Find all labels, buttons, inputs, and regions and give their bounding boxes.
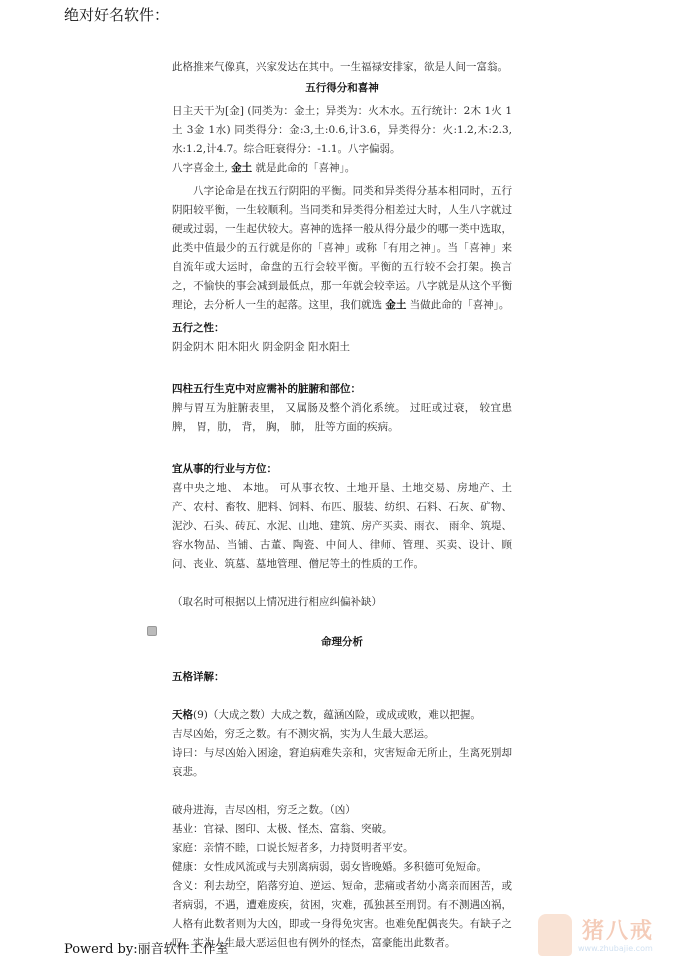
wuxing-nature-label: 五行之性： xyxy=(172,322,225,334)
organs-label: 四柱五行生克中对应需补的脏腑和部位： xyxy=(172,383,361,395)
document-body xyxy=(172,58,512,953)
tiange-label: 天格 xyxy=(172,709,193,721)
footer-credit: Powerd by:丽音软件工作室 xyxy=(64,942,229,957)
tiange-health: 健康：女性成风流或与夫别离病弱，弱女皆晚婚。多积德可免短命。 xyxy=(172,861,487,873)
tiange-meaning: 含义：利去劫空，陷落穷迫、逆运、短命，悲痛或者幼小离亲而困苦，或者病弱，不遇，遭难废疾，贫困，灾难，孤独甚至刑罚。有不测遇凶祸，人格有此数者则为大凶，即或一身得免灾害。也难免配偶丧失。有缺子之叹。实为人生最大恶运但也有例外的怪杰，富豪能出此数者。 xyxy=(172,880,512,949)
career-value: 喜中央之地、 本地。 可从事衣牧、土地开垦、土地交易、房地产、土产、农村、畜牧、肥料、饲料、布匹、服装、纺织、石料、石灰、矿物、泥沙、石头、砖瓦、水泥、山地、建筑、房产买卖、雨衣、 雨伞、筑堤、容水物品、当铺、古董、陶瓷、中间人、律师、管理、买卖、设计、顾问、丧业、筑墓、墓地管理、僧尼等土的性质的工作。 xyxy=(172,482,512,570)
wuxing-score-stats: 日主天干为[金] (同类为：金土；异类为：火木水。五行统计：2木 1火 1土 3金 1水) 同类得分：金:3,土:0.6,计3.6，异类得分：火:1.2,木:2.3,水:1.2,计4.7。综合旺衰得分：-1.1。八字偏弱。 xyxy=(172,105,512,155)
five-grid-label: 五格详解： xyxy=(172,671,225,683)
watermark-logo xyxy=(538,914,678,960)
tiange-foundation: 基业：官禄、图印、太极、怪杰、富翁、突破。 xyxy=(172,823,393,835)
career-label: 宜从事的行业与方位： xyxy=(172,463,277,475)
explanation-text: 八字论命是在找五行阴阳的平衡。同类和异类得分基本相同时，五行阴阳较平衡，一生较顺利。当同类和异类得分相差过大时，人生八字就过硬或过弱，一生起伏较大。喜神的选择一般从得分最少的哪一类中选取，此类中值最少的五行就是你的「喜神」或称「有用之神」。当「喜神」来自流年或大运时，命盘的五行会较平衡。平衡的五行较不会打架。换言之，不愉快的事会减到最低点，那一年就会较幸运。八字就是从这个平衡理论，去分析人一生的起落。这里，我们就选 xyxy=(172,185,512,311)
xishen-explanation xyxy=(172,182,512,315)
document-header-title: 绝对好名软件： xyxy=(64,6,170,24)
explanation-elements: 金土 xyxy=(385,299,407,311)
analysis-heading: 命理分析 xyxy=(321,636,363,648)
xishen-prefix: 八字喜金土, xyxy=(172,162,232,174)
anchor-icon xyxy=(147,626,157,636)
tiange-summary: 破舟进海，吉尽凶相，穷乏之数。（凶） xyxy=(172,804,356,816)
xishen-suffix: 就是此命的「喜神」。 xyxy=(252,162,356,174)
naming-note: （取名时可根据以上情况进行相应纠偏补缺） xyxy=(172,596,382,608)
tiange-text: (9)（大成之数）大成之数，蕴涵凶险，或成或败，难以把握。 xyxy=(193,709,481,721)
watermark-text: 猪八戒 xyxy=(582,918,655,944)
explanation-suffix: 当做此命的「喜神」。 xyxy=(406,299,510,311)
wuxing-score-heading: 五行得分和喜神 xyxy=(305,82,379,94)
tiange-fortune: 吉尽凶始，穷乏之数。有不测灾祸，实为人生最大恶运。 xyxy=(172,728,435,740)
xishen-statement xyxy=(172,159,512,178)
wuxing-nature-value: 阴金阴木 阳木阳火 阴金阴金 阳水阳土 xyxy=(172,341,351,353)
organs-value: 脾与胃互为脏腑表里， 又属肠及整个消化系统。 过旺或过衰， 较宜患脾， 胃，肋， 背， 胸， 肺， 肚等方面的疾病。 xyxy=(172,402,512,433)
tiange-line xyxy=(172,706,512,725)
watermark-url: www.zhubajie.com xyxy=(578,944,653,953)
intro-verse: 此格推来气像真，兴家发达在其中。一生福禄安排家，欲是人间一富翁。 xyxy=(172,61,508,73)
tiange-poem: 诗曰：与尽凶始入困途，窘迫病难失亲和，灾害短命无所止，生离死别却哀悲。 xyxy=(172,747,512,778)
mascot-icon xyxy=(538,914,572,956)
xishen-elements: 金土 xyxy=(231,162,253,174)
tiange-family: 家庭：亲情不睦，口说长短者多，力持贤明者平安。 xyxy=(172,842,414,854)
